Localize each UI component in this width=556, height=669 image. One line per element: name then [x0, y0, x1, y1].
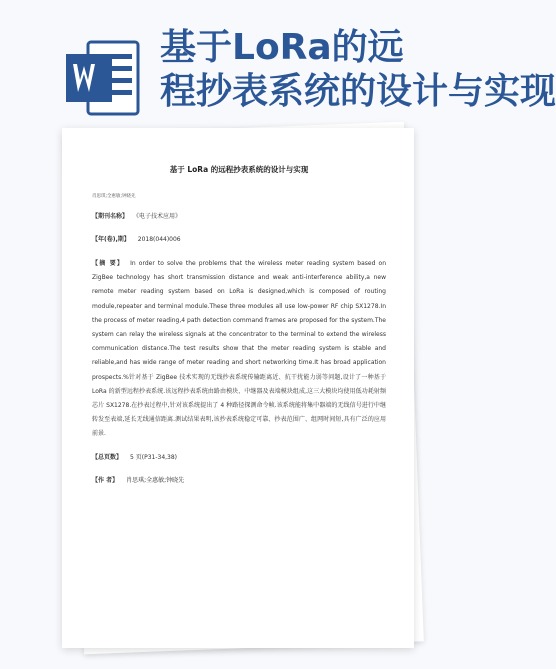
abstract-label: 【摘 要】 [92, 260, 125, 267]
document-page [62, 128, 414, 648]
journal-value: 《电子技术应用》 [136, 213, 182, 220]
author-value: 肖思琪;全惠敏;钟晓先 [126, 476, 185, 484]
document-title-line-1: 基于LoRa的远 [160, 27, 404, 68]
abstract-text: In order to solve the problems that the wireless meter reading system based on ZigBee technology has short transmission distance and weak anti-interference ability,a new remote meter reading system based on LoRa is designed,which is composed of routing module,repeater and terminal module.These three modules all use low-power RF chip SX1278.In the process of meter reading,4 path detection command frames are proposed for the system.The system can relay the wireless signals at the concentrator to the terminal to extend the wireless communication distance.The test results show that the meter reading system is stable and reliable,and has wide range of meter reading and short networking time.It has broad application prospects.%针对基于 ZigBee 技术实现的无线抄表系统传输距离近、抗干扰能力弱等问题,设计了一种基于 LoRa 的新型远程抄表系统.该远程抄表系统由路由模块、中继器及表端模块组成,这三大模块均使用低功耗射频芯片 SX1278.在抄表过程中,针对该系统提出了 4 种路径探测命令帧.该系统能将集中器端的无线信号进行中继转发至表端,延长无线通信距离.测试结果表明,该抄表系统稳定可靠、抄表范围广、组网时间短,具有广泛的应用前景. [92, 260, 386, 438]
journal-label: 【期刊名称】 [92, 213, 129, 220]
year-value: 2018(044)006 [137, 236, 181, 243]
document-title [160, 26, 556, 114]
journal-field [92, 211, 386, 220]
paper-title: 基于 LoRa 的远程抄表系统的设计与实现 [169, 165, 309, 174]
year-label: 【年(卷),期】 [92, 236, 130, 243]
year-field [92, 234, 386, 243]
pages-field [92, 452, 386, 461]
author-field [92, 475, 386, 484]
paper-authors: 肖思琪;全惠敏;钟晓先 [92, 194, 136, 199]
abstract-field [92, 257, 386, 442]
word-document-icon [62, 36, 142, 120]
pages-value: 5 页(P31-34,38) [130, 453, 178, 461]
pages-label: 【总页数】 [92, 453, 123, 461]
author-label: 【作 者】 [92, 476, 119, 484]
document-title-line-2: 程抄表系统的设计与实现 [160, 71, 556, 112]
